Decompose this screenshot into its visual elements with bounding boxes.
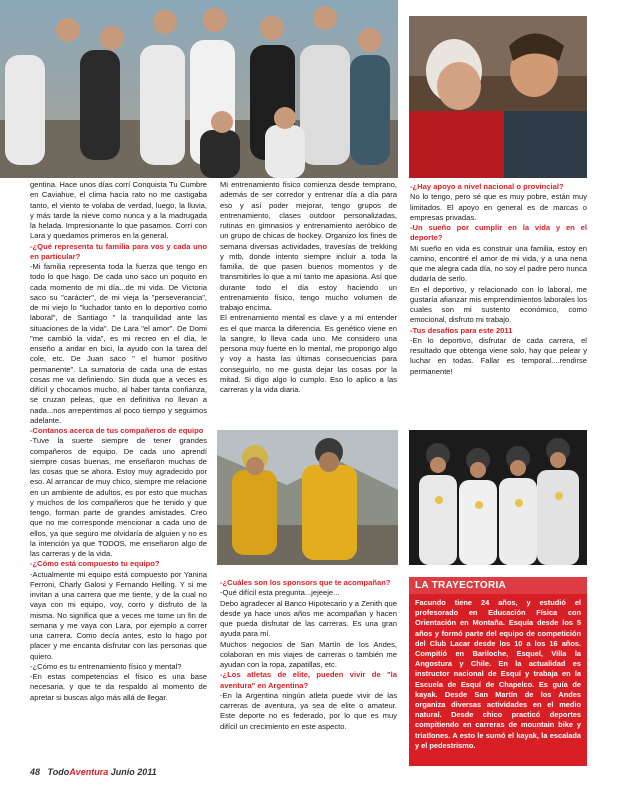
paragraph: -En estas competencias el físico es una base necesaria, y que te da respaldo al momento de apretar si buscas algo más allá de llegar.	[30, 672, 207, 702]
paragraph: -Qué difícil esta pregunta...jejeeje...	[220, 588, 340, 598]
paragraph: No lo tengo, pero sé que es muy pobre, están muy limitados. El apoyo en general es de marcas o empresas privadas.	[410, 192, 587, 222]
group-team-photo	[0, 0, 398, 178]
question-heading: -¿Los atletas de elite, pueden vivir de "la aventura" en Argentina?	[220, 670, 397, 690]
embrace-photo	[409, 16, 587, 178]
paragraph: El entrenamiento mental es clave y a mí entender es el que marca la diferencia. Es genético viene en la sangre, lo lleva cada uno. Me considero una persona muy fuerte en lo mental, me propongo algo y voy a hasta las últimas consecuencias para conseguirlo, no me gusta dejar las cosas por la mitad. Si digo algo lo cumplo. Eso lo aplico a las carreras y la vida diaria.	[220, 313, 397, 394]
article-column-3	[410, 182, 587, 377]
night-team-photo	[409, 430, 587, 565]
question-heading: -¿Cómo está compuesto tu equipo?	[30, 559, 160, 569]
paragraph: En el deportivo, y relacionado con lo laboral, me gustaría afianzar mis emprendimientos laborales los cuales son mi sustento económico, como emocional, disfruto mi trabajo.	[410, 284, 587, 325]
page-number: 48	[30, 767, 41, 777]
paragraph: Muchos negocios de San Martín de los Andes, colaboran en mis viajes de carreras o también me ayudan con la ropa, zapatillas, etc.	[220, 639, 397, 669]
paragraph: -Mi familia representa toda la fuerza que tengo en todo lo que hago. De cada uno saco un poquito en cada momento de mi día...de mi vida. De Victoria saco su "carácter", de mi vieja la "perseverancia", de mi viejo lo "luchador tanto en lo deportivo como laboral", de Santiago " la tranquilidad ante las situaciones de la vida". De Lara "el amor". De Domi "me cambió la vida", es mi recreo en el día, le enseño a andar en bici, la ayudo con la tarea del cole, etc. De Juan saco " el humor positivo permanente". La sumatoria de cada una de estas cosas me va definiendo. Sin duda que a veces es difícil y chocamos mucho, al haber tanta confianza, se cruzan peleas, que en definitiva no llevan a nada...nos arrepentimos al poco tiempo y seguimos adelante.	[30, 262, 207, 425]
article-column-2-top	[220, 180, 397, 395]
paragraph: -¿Cómo es tu entrenamiento físico y mental?	[30, 661, 182, 671]
racers-helmets-photo	[217, 430, 398, 565]
question-heading: -¿Qué representa tu familia para vos y cada uno en particular?	[30, 241, 207, 261]
paragraph: -En lo deportivo, disfrutar de cada carrera, el resultado que obtenga viene solo, hay que pelear y luchar en todas. Fallar es temporal....rendirse permanente!	[410, 335, 587, 376]
magazine-name-part-a: Todo	[47, 767, 70, 777]
question-heading: -¿Hay apoyo a nivel nacional o provincial?	[410, 182, 564, 191]
paragraph: Mi entrenamiento físico comienza desde temprano, además de ser corredor y entrenar día a día para eso y así poder mejorar, tengo grupos de entrenamiento, clases outdoor personalizadas, rutinas en gimnasios y entrenamiento aeróbico de un grupo de chicas de hockey. Organizo los fines de semana diversas actividades, travesías de trekking y mtb, donde intento siempre incluir a toda la familia, de que pasen buenos momentos y de transmitirles lo que a mí tanto me apasiona. Así que durante todo el día estoy haciendo un entrenamiento físico, tengo mucho volumen de trabajo encima.	[220, 180, 397, 312]
question-heading: -Tus desafíos para este 2011	[410, 325, 513, 335]
paragraph: -Tuve la suerte siempre de tener grandes compañeros de equipo. De cada uno aprendí siempre cosas buenas, me enseñaron muchas de las cosas que se ahora. Estoy muy agradecido por eso. Al arrancar de muy chico, siempre me relacione en un ambiente de adultos, es por esto que muchas y muchos de los compañeros que he tenido y que tengo, forman parte de grandes amistades. Creo que no me corresponde mencionar a cada uno de ellos, ya que seguro me olvidaría de alguien y no es la intención ya que TODOS, me enseñaron algo de las carreras y de la vida.	[30, 436, 207, 558]
magazine-name	[48, 767, 109, 777]
magazine-name-part-b: Aventura	[69, 767, 109, 777]
page-footer	[30, 767, 157, 777]
trajectory-title: LA TRAYECTORIA	[409, 577, 587, 594]
paragraph: -Actualmente mi equipo está compuesto por Yanina Ferroni, Charly Galosi y Fernando Helling. Y si me invitan a una carrera que me tiente, y de la cual no vaya con mi equipo, voy, corro y disfruto de la misma. No significa que a veces me tome un fin de semana y me vaya con Lara, por ejemplo a correr una carrera. Como decía antes, esto lo hago por placer y me encanta disfrutar con las personas que quiero.	[30, 569, 207, 661]
trajectory-text: Facundo tiene 24 años, y estudió el profesorado en Educación Física con Orientación en Montaña. Esquía desde los 5 años y formó parte del equipo de competición del Club Lacar desde los 10 a los 16 años. Compitió en Bariloche, Esquel, Villa la Angostura y Chile. En la actualidad es instructor nacional de Esquí y trabaja en la Escuela de Esquí de Chapelco. Es guía de kayak. Desde San Martín de los Andes organiza diversas actividades en el medio natural. Desde chico practicó deportes compitiendo en carreras de mountain bike y triatlones. A esto le sumó el kayak, la escalada y el pedestrismo.	[415, 598, 581, 750]
paragraph: Debo agradecer al Banco Hipotecario y a Zenith que desde ya hace unos años me acompañan y hacen que pueda disfrutar de las carreras. Es una gran ayuda para mí.	[220, 598, 397, 639]
question-heading: -¿Cuáles son los sponsors que te acompañan?	[220, 578, 391, 587]
paragraph: -En la Argentina ningún atleta puede vivir de las carreras de aventura, ya sea de elite o amateur. Este deporte no es federado, por lo que es muy difícil un crecimiento en este aspecto.	[220, 690, 397, 731]
issue-date: Junio 2011	[110, 767, 157, 777]
trajectory-box	[409, 577, 587, 766]
article-column-1	[30, 180, 207, 703]
paragraph: gentina. Hace unos días corrí Conquista Tu Cumbre en Caviahue, el clima hacía rato no me castigaba tanto, el viento te volaba de verdad, luego, la lluvia, y más tarde la nieve como nunca y a la madrugada la helada. Impresionante lo que pasamos. Corrí con Lara y quedamos primeros en la general.	[30, 180, 207, 241]
article-column-2-bottom	[220, 578, 397, 732]
question-heading: -Contanos acerca de tus compañeros de equipo	[30, 426, 204, 435]
question-heading: -Un sueño por cumplir en la vida y en el deporte?	[410, 223, 587, 243]
paragraph: Mi sueño en vida es construir una familia, estoy en camino, encontré el amor de mi vida, y a una nena que me alegra cada día, no soy el padre pero nunca dudaría de serlo.	[410, 243, 587, 284]
